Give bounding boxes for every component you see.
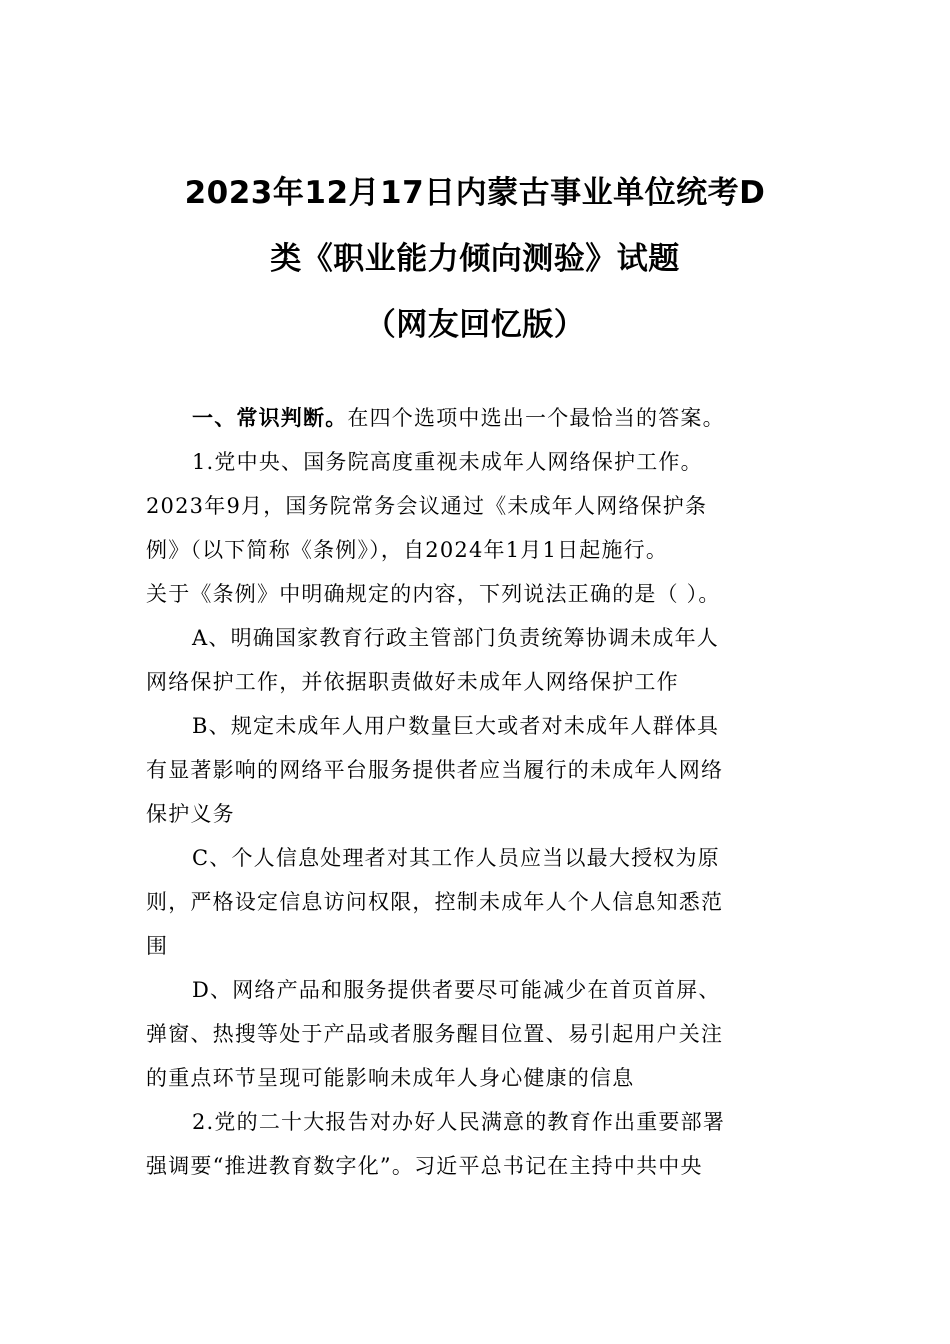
title-line-1: 2023年12月17日内蒙古事业单位统考D	[184, 175, 766, 211]
document-title	[0, 160, 950, 358]
option-a-line: A、明确国家教育行政主管部门负责统筹协调未成年人	[192, 626, 719, 650]
option-c-line: 则，严格设定信息访问权限，控制未成年人个人信息知悉范	[146, 890, 724, 914]
option-d-line: 的重点环节呈现可能影响未成年人身心健康的信息	[146, 1066, 635, 1090]
option-d-line: D、网络产品和服务提供者要尽可能减少在首页首屏、	[192, 978, 721, 1002]
option-b-line: 有显著影响的网络平台服务提供者应当履行的未成年人网络	[146, 758, 724, 782]
section-heading-label: 一、常识判断。	[192, 406, 348, 430]
option-c-line: 围	[146, 934, 169, 958]
option-a-line: 网络保护工作，并依据职责做好未成年人网络保护工作	[146, 670, 679, 694]
question-2-stem-line: 2.党的二十大报告对办好人民满意的教育作出重要部署	[192, 1110, 726, 1134]
question-1-stem-line: 1.党中央、国务院高度重视未成年人网络保护工作。	[192, 450, 703, 474]
document-body	[146, 396, 810, 1188]
option-d-line: 弹窗、热搜等处于产品或者服务醒目位置、易引起用户关注	[146, 1022, 724, 1046]
question-1-stem-line: 例》（以下简称《条例》），自2024年1月1日起施行。	[146, 538, 669, 562]
question-1-option-b	[146, 704, 810, 836]
section-heading-instruction: 在四个选项中选出一个最恰当的答案。	[347, 406, 725, 430]
question-1-option-a	[146, 616, 810, 704]
question-2	[146, 1100, 810, 1188]
option-b-line: 保护义务	[146, 802, 235, 826]
section-heading	[146, 396, 810, 440]
question-1-stem-line: 关于《条例》中明确规定的内容，下列说法正确的是（ ）。	[146, 582, 721, 606]
question-1-stem-line: 2023年9月，国务院常务会议通过《未成年人网络保护条	[146, 494, 708, 518]
option-b-line: B、规定未成年人用户数量巨大或者对未成年人群体具	[192, 714, 720, 738]
question-1	[146, 440, 810, 1100]
title-subtitle: （网友回忆版）	[364, 307, 586, 343]
question-2-stem-line: 强调要“推进教育数字化”。习近平总书记在主持中共中央	[146, 1154, 703, 1178]
question-1-option-c	[146, 836, 810, 968]
question-1-option-d	[146, 968, 810, 1100]
title-line-2: 类《职业能力倾向测验》试题	[270, 241, 680, 277]
option-c-line: C、个人信息处理者对其工作人员应当以最大授权为原	[192, 846, 720, 870]
